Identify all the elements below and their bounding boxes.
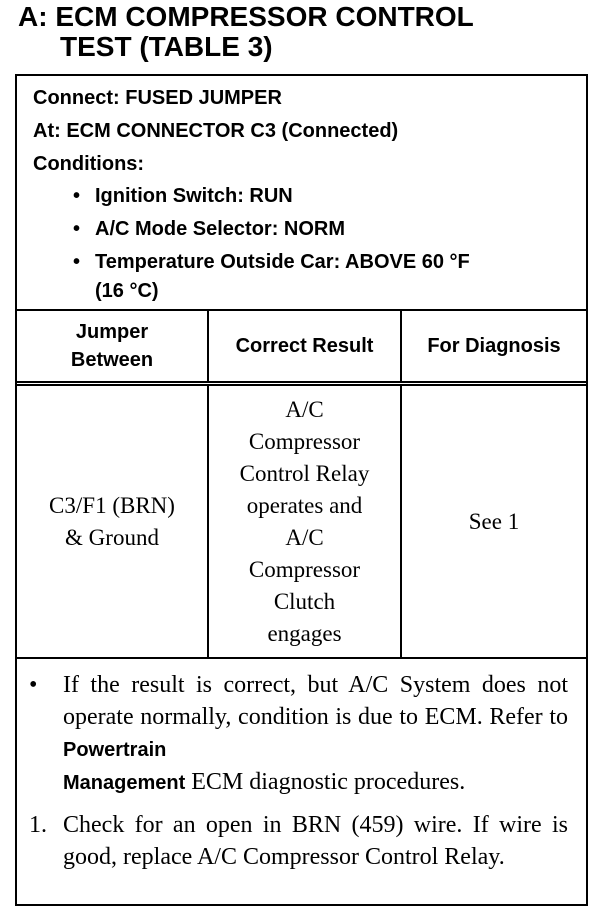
bullet-icon: • (73, 185, 81, 207)
at-label: At: (33, 120, 61, 142)
note-1: Check for an open in BRN (459) wire. If wire is good, replace A/C Compressor Control Relay. (63, 812, 568, 870)
jumper-line: & Ground (65, 524, 159, 550)
bullet-icon: • (29, 672, 38, 698)
header-result-text: Correct Result (235, 335, 374, 357)
condition-text: Temperature Outside Car: ABOVE 60 °F (95, 251, 470, 273)
title-line-1: A: ECM COMPRESSOR CONTROL (18, 1, 474, 32)
notes-section (17, 659, 586, 904)
note-bullet-text-2: ECM diagnostic procedures. (191, 769, 466, 795)
header-diagnosis-text: For Diagnosis (427, 335, 561, 357)
header-correct-result (207, 311, 400, 381)
condition-text: Ignition Switch: RUN (95, 185, 293, 207)
cell-result (207, 386, 400, 657)
jumper-line: C3/F1 (BRN) (49, 492, 175, 518)
header-jumper-text: Jumper Between (70, 321, 154, 371)
connect-label: Connect: (33, 87, 120, 109)
note-number: 1. (29, 812, 47, 838)
header-jumper-between (17, 311, 207, 381)
condition-item (73, 213, 345, 246)
note-bullet-sans: Management (63, 772, 186, 794)
result-line: engages (267, 620, 342, 646)
result-line: Compressor (248, 556, 361, 582)
condition-continuation: (16 °C) (95, 280, 159, 302)
connect-line (33, 82, 282, 115)
note-bullet-sans: Powertrain (63, 739, 167, 761)
cell-result-text (240, 394, 370, 650)
table-header-row (17, 311, 586, 386)
at-value: ECM CONNECTOR C3 (Connected) (66, 120, 399, 142)
condition-text: A/C Mode Selector: NORM (95, 218, 346, 240)
note-bullet (63, 669, 568, 799)
cell-diagnosis-text: See 1 (468, 508, 520, 534)
connect-value: FUSED JUMPER (125, 87, 282, 109)
bullet-icon: • (73, 251, 81, 273)
note-bullet-text: If the result is correct, but A/C System does not operate normally, condition is due to ECM. Refer to (63, 672, 568, 730)
result-line: operates and (246, 492, 363, 518)
cell-jumper (17, 386, 207, 657)
result-line: A/C (285, 524, 324, 550)
cell-diagnosis (400, 386, 586, 657)
result-line: A/C (285, 396, 324, 422)
conditions-section (17, 76, 586, 311)
cell-jumper-text (49, 490, 175, 554)
condition-item (73, 180, 293, 213)
result-line: Compressor (248, 428, 361, 454)
result-line: Control Relay (239, 460, 370, 486)
header-for-diagnosis (400, 311, 586, 381)
page-title (18, 2, 598, 62)
table-row (17, 386, 586, 659)
test-table (15, 74, 588, 906)
at-line (33, 115, 398, 148)
conditions-label: Conditions: (33, 153, 145, 175)
title-line-2: TEST (TABLE 3) (60, 31, 273, 62)
result-line: Clutch (273, 588, 336, 614)
bullet-icon: • (73, 218, 81, 240)
